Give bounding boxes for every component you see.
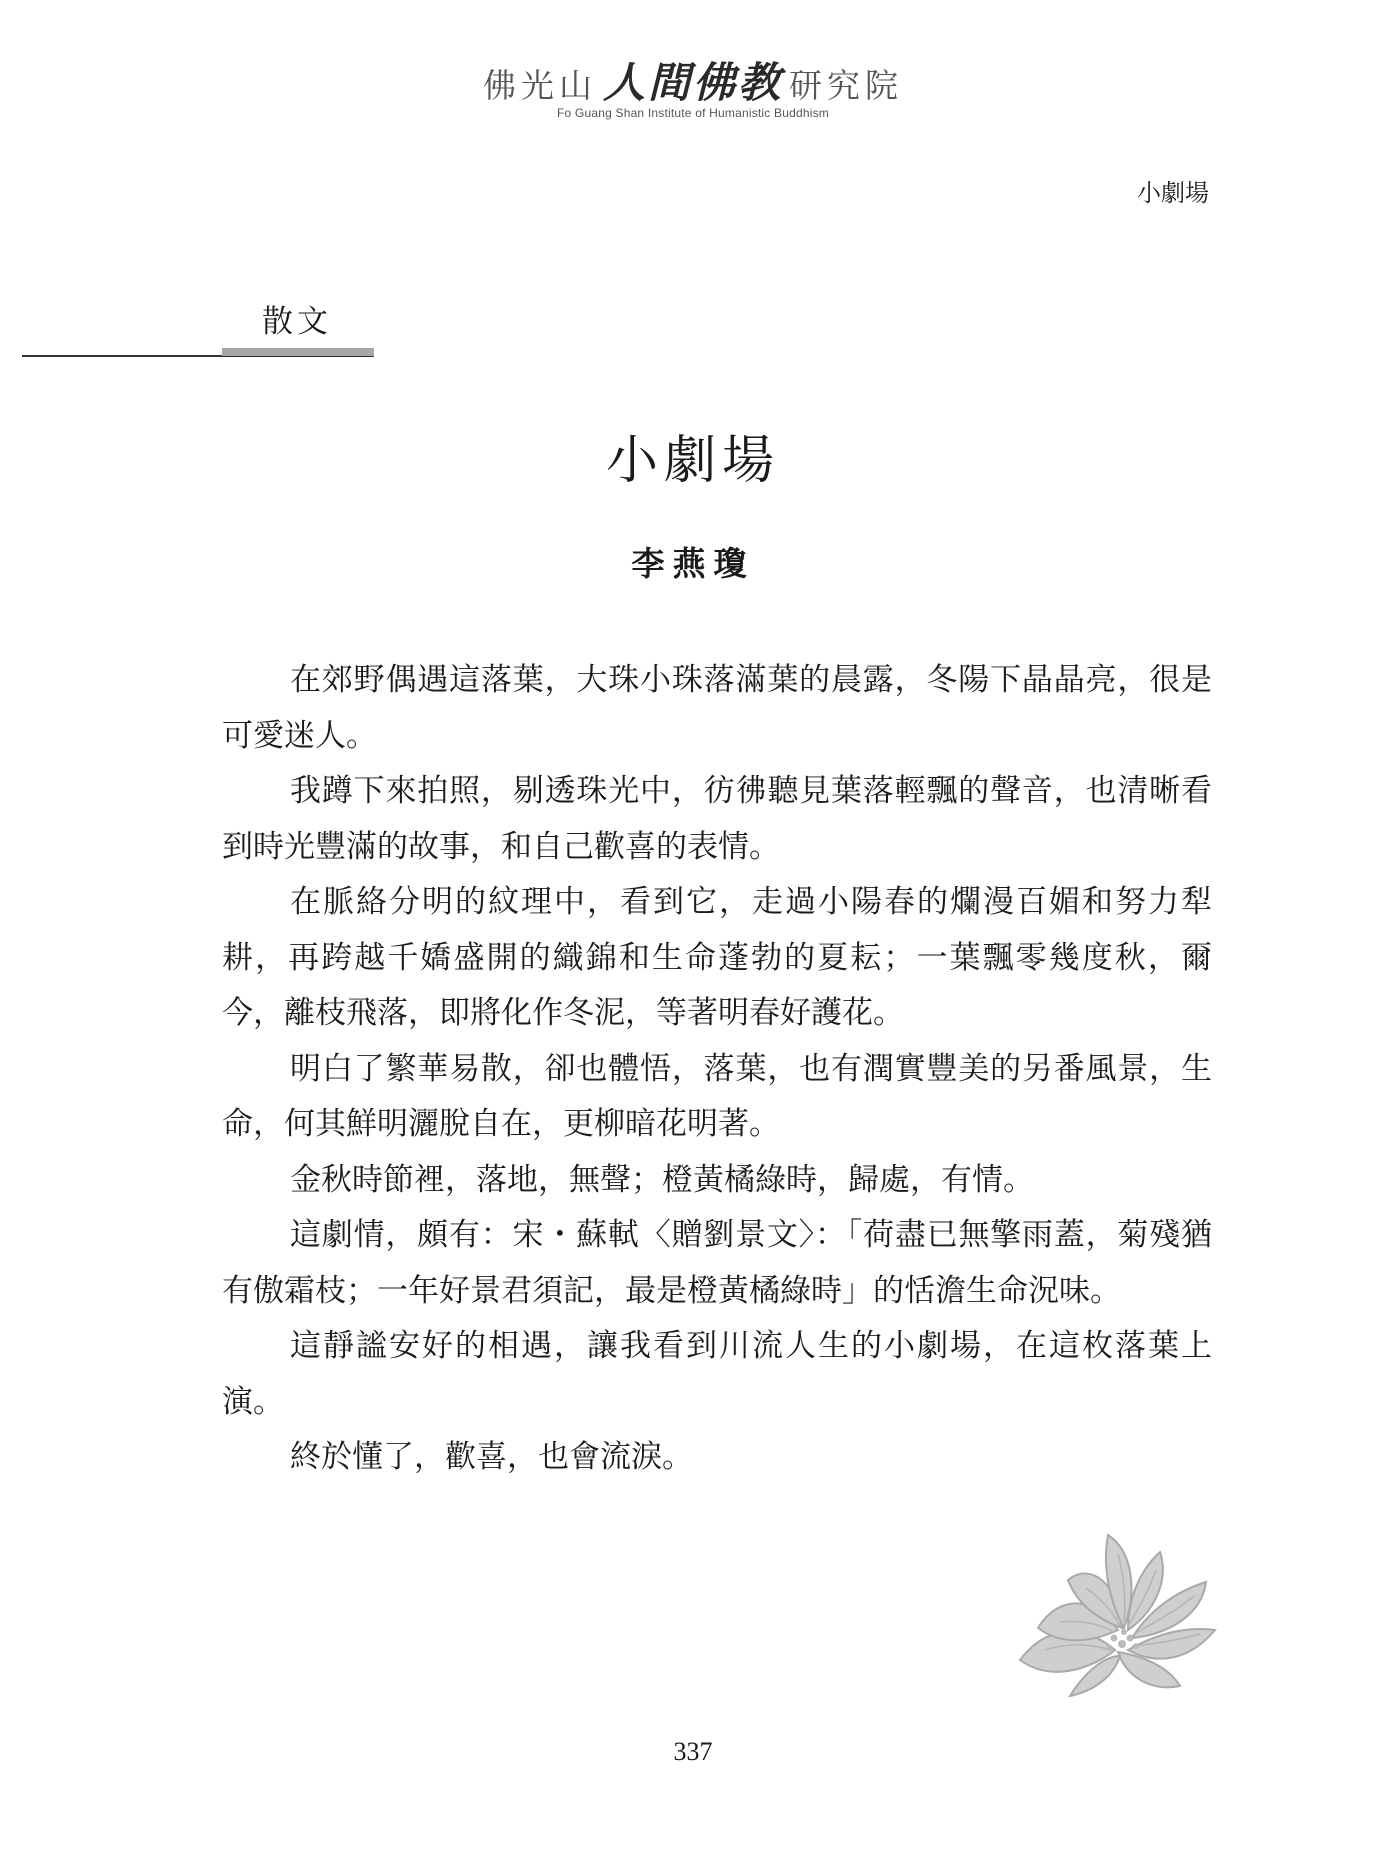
article-body <box>222 653 1212 1486</box>
paragraph: 我蹲下來拍照，剔透珠光中，彷彿聽見葉落輕飄的聲音，也清晰看到時光豐滿的故事，和自己歡喜的表情。 <box>222 773 1212 865</box>
article-title: 小劇場 <box>605 431 780 491</box>
publisher-prefix: 佛光山 <box>482 66 597 105</box>
section-rule-accent <box>222 348 374 356</box>
paragraph: 這靜謐安好的相遇，讓我看到川流人生的小劇場，在這枚落葉上演。 <box>222 1328 1212 1420</box>
publisher-suffix: 研究院 <box>789 66 903 105</box>
publisher-title <box>0 58 1386 107</box>
publisher-subtitle: Fo Guang Shan Institute of Humanistic Buddhism <box>556 106 829 120</box>
paragraph: 金秋時節裡，落地，無聲；橙黃橘綠時，歸處，有情。 <box>290 1161 1034 1198</box>
publisher-header <box>0 58 1386 120</box>
running-head: 小劇場 <box>1137 179 1209 207</box>
lotus-icon <box>1010 1510 1225 1700</box>
paragraph: 在脈絡分明的紋理中，看到它，走過小陽春的爛漫百媚和努力犁耕，再跨越千嬌盛開的織錦和生命蓬勃的夏耘；一葉飄零幾度秋，爾今，離枝飛落，即將化作冬泥，等著明春好護花。 <box>222 884 1212 1031</box>
article-author: 李燕瓊 <box>631 544 755 583</box>
publisher-brand: 人間佛教 <box>602 58 783 107</box>
section-label: 散文 <box>262 304 332 340</box>
paragraph: 明白了繁華易散，卻也體悟，落葉，也有潤實豐美的另番風景，生命，何其鮮明灑脫自在，更柳暗花明著。 <box>222 1050 1212 1142</box>
paragraph: 在郊野偶遇這落葉，大珠小珠落滿葉的晨露，冬陽下晶晶亮，很是可愛迷人。 <box>222 662 1212 754</box>
paragraph: 這劇情，頗有：宋・蘇軾〈贈劉景文〉：「荷盡已無擎雨蓋，菊殘猶有傲霜枝；一年好景君須記，最是橙黃橘綠時」的恬澹生命況味。 <box>222 1217 1212 1309</box>
page-number: 337 <box>673 1737 713 1766</box>
paragraph: 終於懂了，歡喜，也會流淚。 <box>290 1439 693 1475</box>
